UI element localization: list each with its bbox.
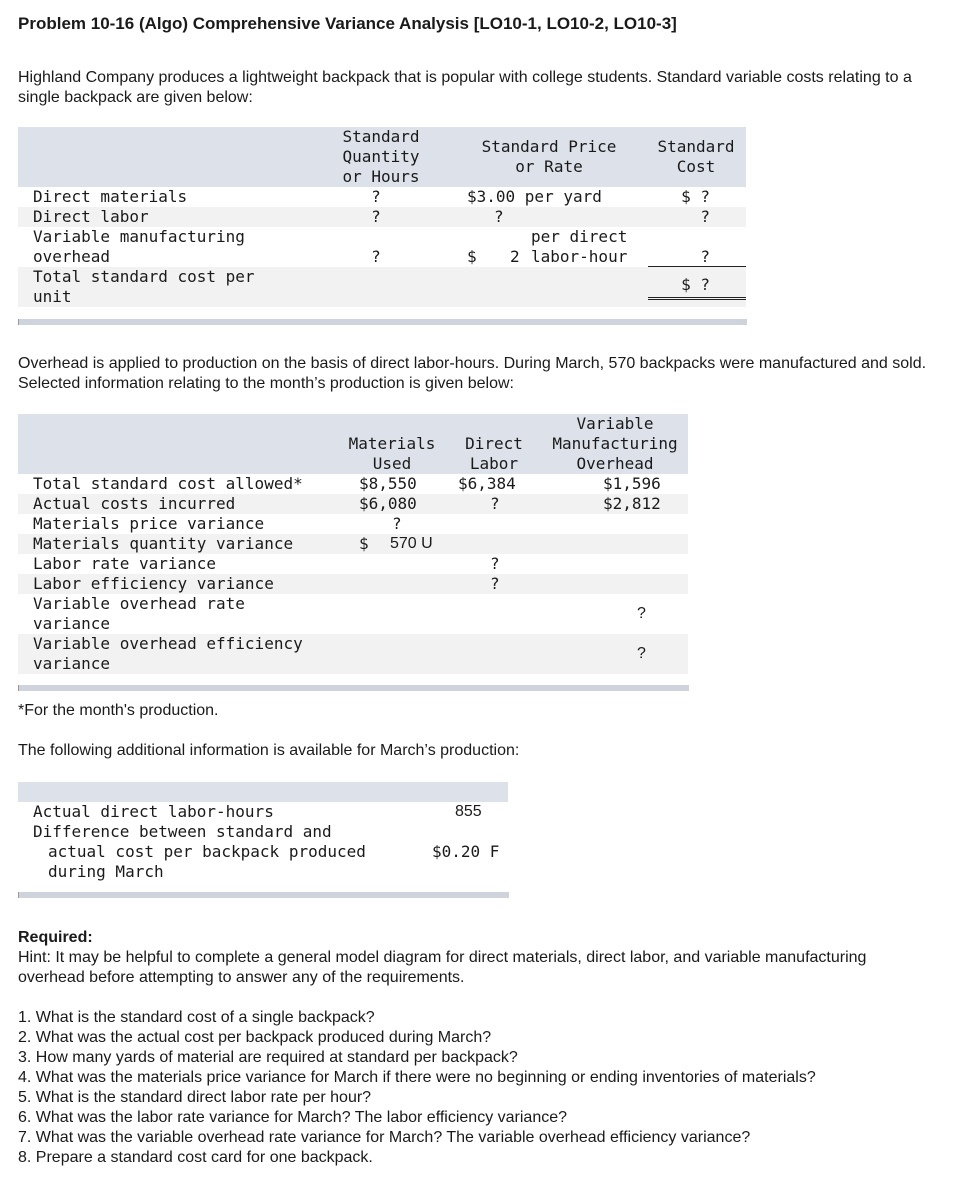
voh-cost: ?: [700, 247, 710, 266]
labor-actual-cost: ?: [490, 494, 500, 513]
overhead-paragraph: Overhead is applied to production on the basis of direct labor-hours. During March, 570 backpacks were manufactured and sold. Selected information relating to the month’s production is given below:: [18, 355, 927, 392]
voh-cost-cell: [648, 247, 746, 267]
additional-info-paragraph: The following additional information is available for March’s production:: [18, 742, 520, 759]
dl-price: ?: [494, 207, 504, 226]
dm-cost: $ ?: [681, 187, 710, 206]
materials-quantity-variance-dollar: $: [359, 534, 369, 553]
header-standard-cost: Standard Cost: [657, 137, 735, 176]
required-heading: Required:: [18, 929, 93, 946]
cost-difference-per-backpack: $0.20 F: [432, 842, 500, 861]
row-label-total-standard-cost-allowed: Total standard cost allowed*: [33, 474, 303, 493]
actual-direct-labor-hours: 855: [455, 803, 482, 820]
dl-cost: ?: [700, 207, 710, 226]
production-data-table: [18, 414, 688, 694]
materials-price-variance: ?: [392, 514, 402, 533]
total-cost-cell: [648, 275, 746, 300]
list-item: 1. What is the standard cost of a single backpack?: [18, 1009, 375, 1026]
list-item: 5. What is the standard direct labor rate per hour?: [18, 1089, 372, 1106]
row-label-actual-direct-labor-hours: Actual direct labor-hours: [33, 802, 274, 821]
list-item: 7. What was the variable overhead rate variance for March? The variable overhead efficiency variance?: [18, 1129, 751, 1146]
header-direct-labor: Direct Labor: [465, 434, 523, 473]
row-label-direct-labor: Direct labor: [33, 207, 149, 226]
voh-price-amount: 2: [510, 247, 520, 266]
row-label-labor-efficiency-variance: Labor efficiency variance: [33, 574, 274, 593]
variable-overhead-rate-variance: ?: [637, 605, 646, 622]
requirements-list: [18, 1008, 963, 1168]
row-label-materials-quantity-variance: Materials quantity variance: [33, 534, 294, 553]
standard-cost-table: [18, 127, 746, 327]
list-item: 8. Prepare a standard cost card for one backpack.: [18, 1149, 373, 1166]
intro-paragraph: Highland Company produces a lightweight backpack that is popular with college students. Standard variable costs relating to a single backpack are given below:: [18, 69, 912, 106]
row-label-variable-overhead-rate-variance: Variable overhead rate variance: [33, 594, 245, 633]
overhead-standard-cost: $1,596: [603, 474, 661, 493]
dm-price: $3.00 per yard: [467, 187, 602, 206]
row-label-actual-costs: Actual costs incurred: [33, 494, 236, 513]
footnote: *For the month's production.: [18, 702, 219, 719]
materials-quantity-variance: 570 U: [390, 535, 433, 552]
header-variable-overhead: Variable Manufacturing Overhead: [552, 414, 678, 473]
header-materials-used: Materials Used: [348, 434, 436, 473]
header-standard-quantity: Standard Quantity or Hours: [342, 127, 420, 186]
dl-qty: ?: [371, 207, 381, 226]
labor-efficiency-variance: ?: [490, 574, 500, 593]
row-label-labor-rate-variance: Labor rate variance: [33, 554, 217, 573]
list-item: 6. What was the labor rate variance for March? The labor efficiency variance?: [18, 1109, 568, 1126]
row-label-cost-difference: Difference between standard and actual cost per backpack produced during March: [33, 822, 366, 881]
hint-text: Hint: It may be helpful to complete a general model diagram for direct materials, direct labor, and variable manufacturing overhead before attempting to answer any of the requirements.: [18, 949, 867, 986]
additional-info-table: [18, 782, 508, 902]
row-label-materials-price-variance: Materials price variance: [33, 514, 265, 533]
row-label-direct-materials: Direct materials: [33, 187, 188, 206]
voh-price-dollar: $: [467, 247, 477, 266]
materials-actual-cost: $6,080: [359, 494, 417, 513]
variable-overhead-efficiency-variance: ?: [637, 645, 646, 662]
header-standard-price: Standard Price or Rate: [481, 137, 617, 176]
total-cost: $ ?: [681, 275, 710, 294]
row-label-total-standard-cost: Total standard cost per unit: [33, 267, 255, 306]
labor-standard-cost: $6,384: [458, 474, 516, 493]
voh-price-unit: per direct labor-hour: [531, 227, 628, 266]
row-label-variable-overhead: Variable manufacturing overhead: [33, 227, 245, 266]
dm-qty: ?: [371, 187, 381, 206]
page-title: Problem 10-16 (Algo) Comprehensive Variance Analysis [LO10-1, LO10-2, LO10-3]: [18, 14, 677, 33]
voh-qty: ?: [371, 247, 381, 266]
materials-standard-cost: $8,550: [359, 474, 417, 493]
labor-rate-variance: ?: [490, 554, 500, 573]
list-item: 3. How many yards of material are required at standard per backpack?: [18, 1049, 518, 1066]
list-item: 2. What was the actual cost per backpack produced during March?: [18, 1029, 492, 1046]
overhead-actual-cost: $2,812: [603, 494, 661, 513]
list-item: 4. What was the materials price variance for March if there were no beginning or ending inventories of materials?: [18, 1069, 816, 1086]
row-label-variable-overhead-efficiency-variance: Variable overhead efficiency variance: [33, 634, 303, 673]
